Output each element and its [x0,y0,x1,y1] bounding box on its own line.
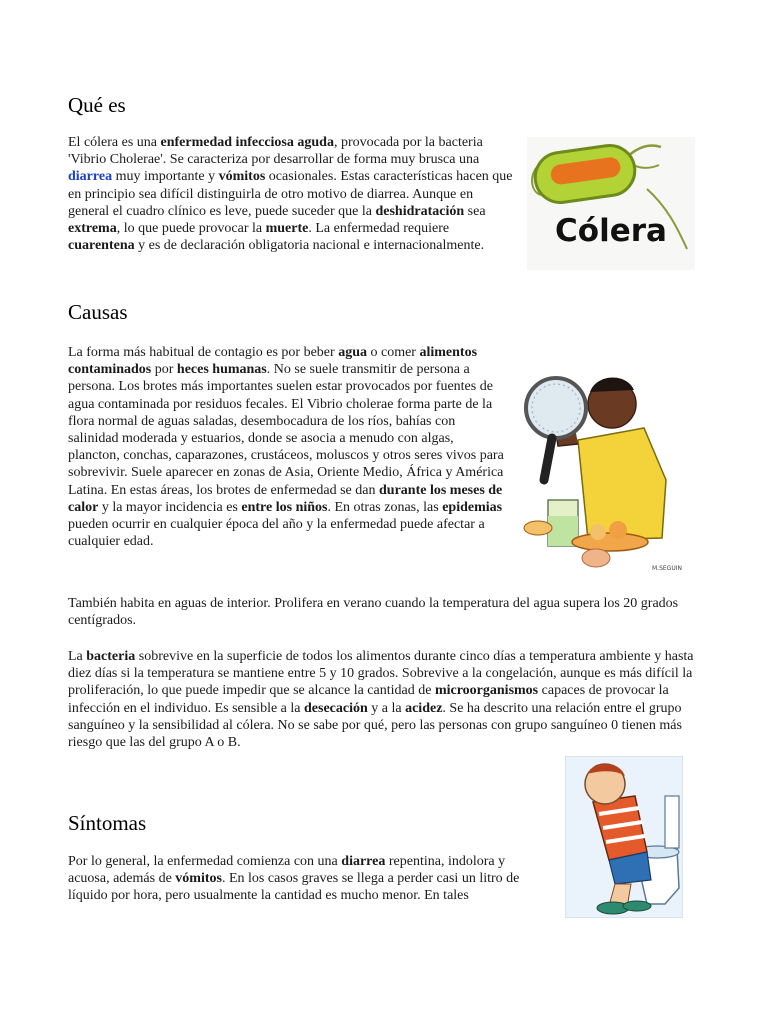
paragraph-causas-2 [68,595,698,629]
text-run: capaces de provocar la infección en el individuo. Es sensible a la [68,683,669,716]
colera-bacteria-illustration [527,137,695,270]
bold-term: heces humanas [176,362,267,378]
bold-term: epidemias [442,499,503,515]
bold-term: entre los niños [241,499,328,515]
text-run: o comer [366,345,420,360]
bold-term: vómitos [175,871,222,887]
text-run: . En otras zonas, las [327,499,443,515]
text-run: , provocada por la bacteria 'Vibrio Cholerae'. Se caracteriza por desarrollar de forma muy brusca una [68,135,483,168]
bold-term: deshidratación [375,203,465,219]
text-run: pueden ocurrir en cualquier época del año y la enfermedad puede afectar a cualquier edad. [68,517,485,550]
paragraph-que-es [68,134,516,254]
bold-term: bacteria [86,649,136,664]
bold-term: microorganismos [434,683,539,699]
bold-term: muerte [265,221,309,237]
text-run: La [68,649,87,664]
text-run: muy importante y [112,169,219,185]
bold-term: acidez [405,700,443,716]
text-run: ocasionales. Estas características hacen que en principio sea difícil distinguirla de otro motivo de diarrea. Aunque en general el cuadro clínico es leve, puede suceder que la [68,169,513,219]
heading-sintomas: Síntomas [68,811,147,835]
bold-term: extrema [68,221,117,237]
bold-term: desecación [304,700,368,716]
text-run: repentina, indolora y acuosa, además de [68,854,506,887]
heading-causas: Causas [68,300,128,324]
text-run: Por lo general, la enfermedad comienza con una [68,854,342,869]
text-run: por [151,362,177,378]
boy-toilet-illustration [565,756,683,918]
heading-que-es: Qué es [68,93,126,117]
text-run: . No se suele transmitir de persona a persona. Los brotes más importantes suelen estar provocados por fuentes de agua contaminada por residuos fecales. El Vibrio cholerae forma parte de la flora normal de aguas saladas, desembocadura de los ríos, bahías con salinidad moderada y estuarios, donde se asocia a menudo con algas, plancton, conchas, caparazones, crustáceos, moluscos y otros seres vivos para sobrevivir. Suele aparecer en zonas de Asia, Oriente Medio, África y América Latina. En estas áreas, los brotes de enfermedad se dan [68,362,504,498]
text-run: y la mayor incidencia es [98,499,242,515]
text-run: . En los casos graves se llega a perder casi un litro de líquido por hora, pero usualmente la cantidad es mucho menor. En tales [68,871,520,904]
bold-term: alimentos contaminados [68,345,478,378]
bold-term: vómitos [218,169,266,185]
text-run: La forma más habitual de contagio es por beber [68,345,339,360]
colera-label: Cólera [555,213,667,249]
bold-term: durante los meses de calor [68,482,503,515]
paragraph-causas-1 [68,344,504,550]
text-run: . Se ha descrito una relación entre el grupo sanguíneo y la sensibilidad al cólera. No se sabe por qué, pero las personas con grupo sanguíneo 0 tienen más riesgo que las del grupo A o B. [68,700,682,751]
bold-term: diarrea [341,854,386,869]
text-run: sobrevive en la superficie de todos los alimentos durante cinco días a temperatura ambiente y hasta diez días si la temperatura se mantiene entre 5 y 10 grados. Sobrevive a la congelación, aunque es más difícil la proliferación, lo que puede impedir que se alcance la cantidad de [68,649,694,699]
text-run: y es de declaración obligatoria nacional e internacionalmente. [134,238,485,254]
link-diarrea[interactable]: diarrea [68,169,113,185]
bold-term: agua [338,345,367,360]
text-run: , lo que puede provocar la [116,221,266,237]
text-run: y a la [367,700,406,716]
illustration-signature: M.SEGUIN [652,565,682,572]
bold-term: cuarentena [68,238,135,254]
paragraph-causas-3 [68,648,698,751]
text-run: sea [464,203,486,219]
text-run: El cólera es una [68,135,161,150]
paragraph-sintomas [68,853,544,905]
text-run: También habita en aguas de interior. Prolifera en verano cuando la temperatura del agua supera los 20 grados centígrados. [68,596,679,629]
boy-drinking-water-illustration [516,360,684,575]
bold-term: enfermedad infecciosa aguda [160,135,334,150]
text-run: . La enfermedad requiere [308,221,450,237]
